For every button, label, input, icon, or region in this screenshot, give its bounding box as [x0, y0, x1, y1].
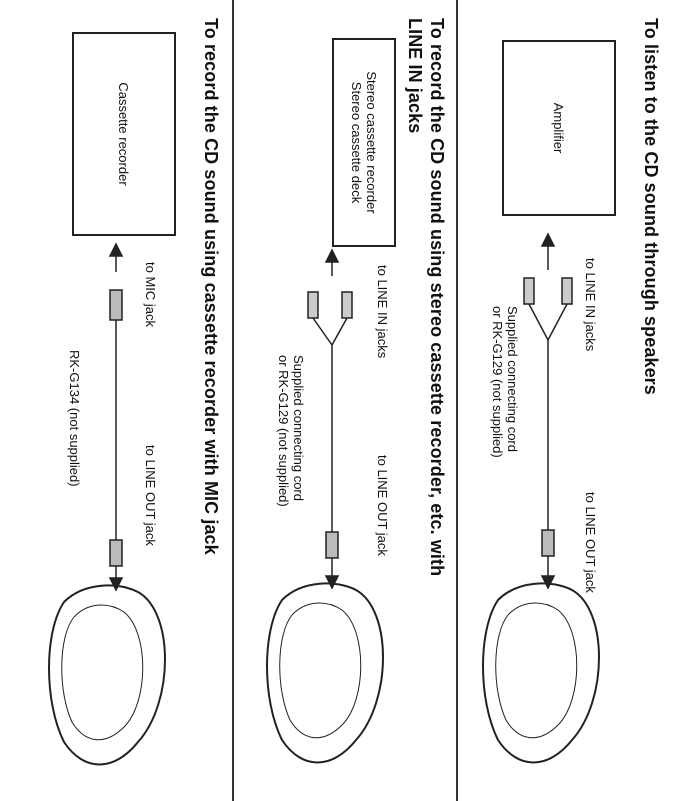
connection-diagram [458, 10, 668, 790]
section-mic-record [12, 10, 228, 790]
box-label: Cassette recorder [116, 82, 132, 186]
line-out-label: to LINE OUT jack [375, 455, 390, 556]
mic-jack-label: to MIC jack [143, 262, 158, 328]
box-label: Amplifier [551, 102, 567, 154]
box-label: Stereo cassette recorder [364, 71, 379, 214]
line-in-label: to LINE IN jacks [583, 258, 598, 352]
connection-diagram [236, 10, 452, 790]
section-title: To record the CD sound using stereo cassette recorder, etc. with LINE IN jacks [405, 18, 447, 577]
line-in-label: to LINE IN jacks [375, 265, 390, 359]
section-stereo-record [236, 10, 452, 790]
connection-diagram [12, 10, 228, 790]
section-title: To record the CD sound using cassette recorder with MIC jack [201, 18, 221, 555]
box-label: Stereo cassette deck [349, 81, 364, 204]
cord-label: RK-G134 (not supplied) [67, 350, 82, 487]
line-out-label: to LINE OUT jack [143, 445, 158, 546]
section-listen [458, 10, 668, 790]
line-out-label: to LINE OUT jack [583, 492, 598, 593]
divider [456, 0, 458, 801]
cord-label: Supplied connecting cord or RK-G129 (not supplied) [490, 306, 520, 458]
divider [232, 0, 234, 801]
cord-label: Supplied connecting cord or RK-G129 (not supplied) [276, 355, 306, 507]
section-title: To listen to the CD sound through speakers [641, 18, 661, 395]
